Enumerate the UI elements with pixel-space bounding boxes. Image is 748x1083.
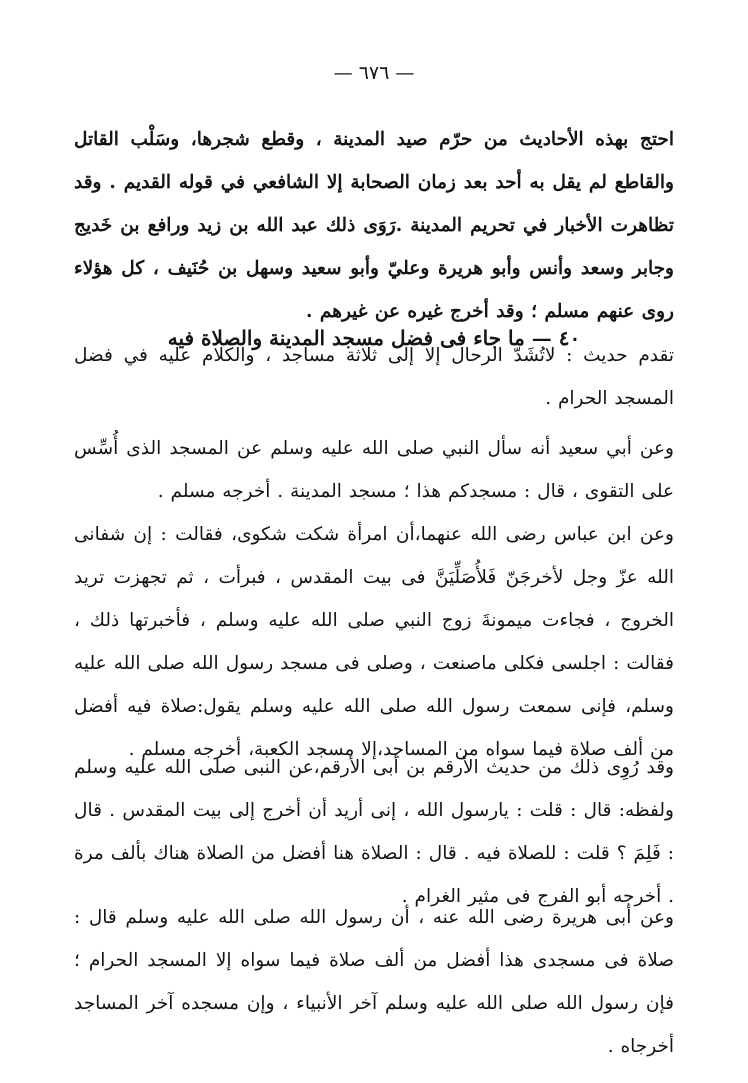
section-heading: ٤٠ — ما جاء فى فضل مسجد المدينة والصلاة فيه [167,326,581,350]
paragraph-abu-hurayra: وعن أبى هريرة رضى الله عنه ، أن رسول الله صلى الله عليه وسلم قال : صلاة فى مسجدى هذا أفضل من ألف صلاة فيما سواه إلا المسجد الحرام ؛ فإن رسول الله صلى الله عليه وسلم آخر الأنبياء ، وإن مسجده آخر المساجد أخرجاه . [74,907,674,1057]
paragraph-abu-said: وعن أبي سعيد أنه سأل النبي صلى الله عليه وسلم عن المسجد الذى أُسِّس على التقوى ، قال : مسجدكم هذا ؛ مسجد المدينة . أخرجه مسلم . [74,438,674,502]
paragraph-three-mosques: تقدم حديث : لاتُشَدّ الرحال إلا إلى ثلاثة مساجد ، والكلام عليه في فضل المسجد الحرام . [74,345,674,409]
paragraph-ibn-abbas: وعن ابن عباس رضى الله عنهما،أن امرأة شكت شكوى، فقالت : إن شفانى الله عزّ وجل لأخرجَنّ فَلأُصَلِّيَنَّ فى بيت المقدس ، فبرأت ، ثم تجهزت تريد الخروج ، فجاءت ميمونةَ زوج النبي صلى الله عليه وسلم ، فأخبرتها ذلك ، فقالت : اجلسى فكلى ماصنعت ، وصلى فى مسجد رسول الله صلى الله عليه وسلم، فإنى سمعت رسول الله صلى الله عليه وسلم يقول:صلاة فيه أفضل من ألف صلاة فيما سواه من المساجد،إلا مسجد الكعبة، أخرجه مسلم . [74,524,674,760]
paragraph-arqam: وقد رُوِى ذلك من حديث الأرقم بن أبى الأرقم،عن النبى صلى الله عليه وسلم ولفظه: قال : قلت : يارسول الله ، إنى أريد أن أخرج إلى بيت المقدس . قال : فَلِمَ ؟ قلت : للصلاة فيه . قال : الصلاة هنا أفضل من الصلاة هناك بألف مرة . أخرجه أبو الفرج فى مثير الغرام . [74,757,674,907]
paragraph-haram-madina: احتج بهذه الأحاديث من حرّم صيد المدينة ، وقطع شجرها، وسَلْب القاتل والقاطع لم يقل به أحد بعد زمان الصحابة إلا الشافعي في قوله القديم . وقد تظاهرت الأخبار في تحريم المدينة .رَوَى ذلك عبد الله بن زيد ورافع بن خَديج وجابر وسعد وأنس وأبو هريرة وعليّ وأبو سعيد وسهل بن حُنَيف ، كل هؤلاء روى عنهم مسلم ؛ وقد أخرج غيره عن غيرهم . [74,129,674,322]
page-number: — ٦٧٦ — [333,62,415,84]
